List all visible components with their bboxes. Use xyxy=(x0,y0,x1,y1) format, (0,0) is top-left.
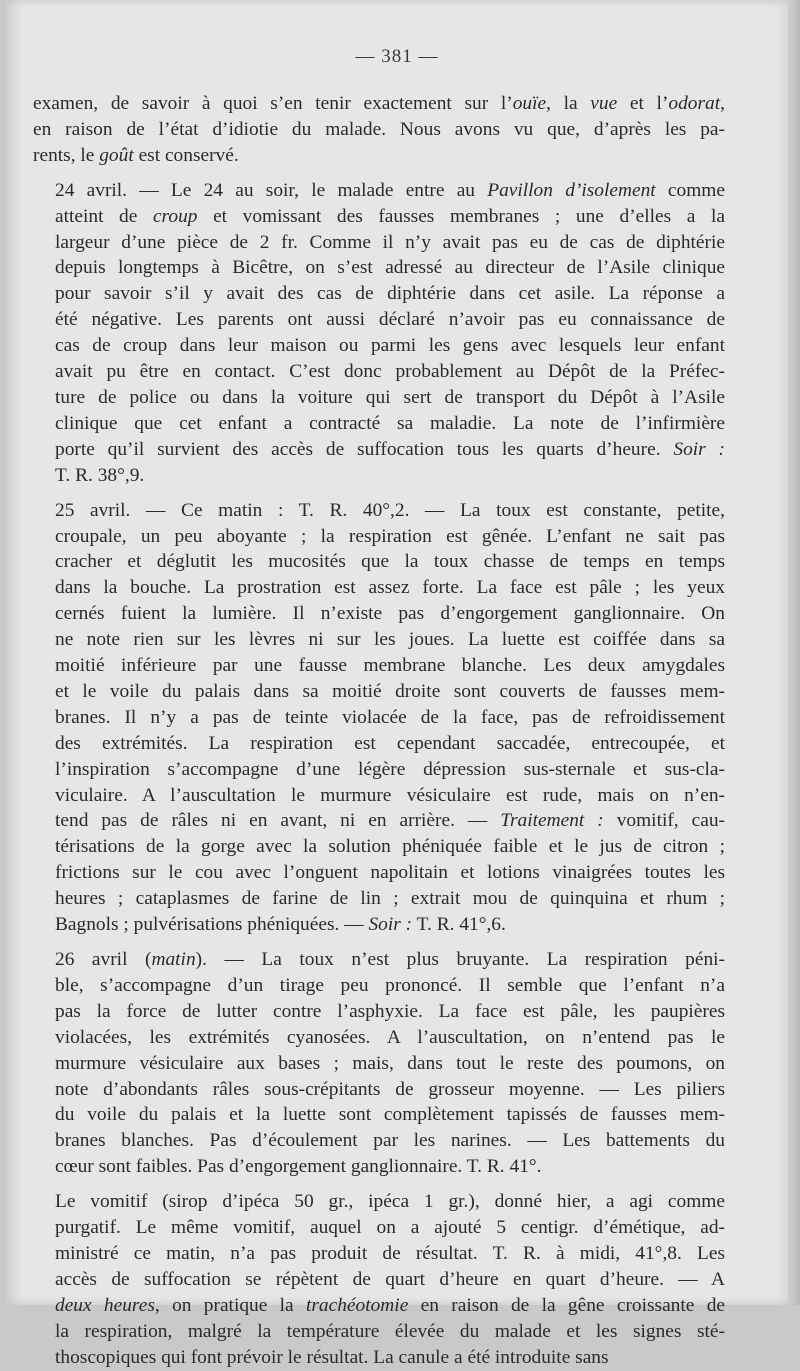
text-line: pour savoir s’il y avait des cas de diphtérie dans cet asile. La réponse a xyxy=(55,283,725,305)
text-line: l’inspiration s’accompagne d’une légère dépression sus-sternale et sus-cla- xyxy=(55,758,725,780)
text-line: moitié inférieure par une fausse membrane blanche. Les deux amygdales xyxy=(55,655,725,677)
text-line: avait pu être en contact. C’est donc probablement au Dépôt de la Préfec- xyxy=(55,361,725,383)
text-line: deux heures, on pratique la trachéotomie en raison de la gêne croissante de xyxy=(55,1294,726,1316)
text-line: pas la force de lutter contre l’asphyxie. La face est pâle, les paupières xyxy=(55,1000,725,1022)
text-line: branes blanches. Pas d’écoulement par les narines. — Les battements du xyxy=(55,1130,725,1152)
text-line: cas de croup dans leur maison ou parmi les gens avec lesquels leur enfant xyxy=(55,335,725,357)
paragraph xyxy=(33,1189,725,1370)
paragraph xyxy=(33,498,725,938)
text-line: croupale, un peu aboyante ; la respiration est gênée. L’enfant ne sait pas xyxy=(55,525,725,547)
text-line: thoscopiques qui font prévoir le résultat. La canule a été introduite sans xyxy=(55,1346,609,1368)
text-line: largeur d’une pièce de 2 fr. Comme il n’y avait pas eu de cas de diphtérie xyxy=(55,231,725,253)
text-line: violacées, les extrémités cyanosées. A l’auscultation, on n’entend pas le xyxy=(55,1026,725,1048)
text-line: ministré ce matin, n’a pas produit de résultat. T. R. à midi, 41°,8. Les xyxy=(55,1242,725,1264)
paragraph xyxy=(33,947,725,1180)
text-line: rents, le goût est conservé. xyxy=(33,144,239,166)
text-line: du voile du palais et la luette sont complètement tapissés de fausses mem- xyxy=(55,1104,725,1126)
text-line: été négative. Les parents ont aussi déclaré n’avoir pas eu connaissance de xyxy=(55,309,725,331)
text-line: examen, de savoir à quoi s’en tenir exactement sur l’ouïe, la vue et l’odorat, xyxy=(33,93,725,114)
text-line: depuis longtemps à Bicêtre, on s’est adressé au directeur de l’Asile clinique xyxy=(55,257,725,279)
text-line: branes. Il n’y a pas de teinte violacée de la face, pas de refroidissement xyxy=(55,706,725,728)
text-line: ble, s’accompagne d’un tirage peu prononcé. Il semble que l’enfant n’a xyxy=(55,974,725,996)
text-line: cernés fuient la lumière. Il n’existe pas d’engorgement ganglionnaire. On xyxy=(55,603,725,625)
paragraph xyxy=(33,91,725,169)
paragraph xyxy=(33,178,725,489)
text-line: 24 avril. — Le 24 au soir, le malade entre au Pavillon d’isolement comme xyxy=(55,179,725,201)
text-line: Bagnols ; pulvérisations phéniquées. — Soir : T. R. 41°,6. xyxy=(55,914,506,936)
text-line: murmure vésiculaire aux bases ; mais, dans tout le reste des poumons, on xyxy=(55,1052,725,1074)
text-line: T. R. 38°,9. xyxy=(55,464,145,486)
text-line: 26 avril (matin). — La toux n’est plus bruyante. La respiration péni- xyxy=(55,949,726,970)
text-line: la respiration, malgré la température élevée du malade et les signes sté- xyxy=(55,1320,725,1342)
text-line: en raison de l’état d’idiotie du malade. Nous avons vu que, d’après les pa- xyxy=(33,118,725,140)
text-line: cracher et déglutit les mucosités que la toux chasse de temps en temps xyxy=(55,551,725,573)
text-line: Le vomitif (sirop d’ipéca 50 gr., ipéca 1 gr.), donné hier, a agi comme xyxy=(55,1191,725,1213)
text-line: atteint de croup et vomissant des fausses membranes ; une d’elles a la xyxy=(55,205,725,227)
text-line: ture de police ou dans la voiture qui sert de transport du Dépôt à l’Asile xyxy=(55,386,725,408)
text-line: cœur sont faibles. Pas d’engorgement ganglionnaire. T. R. 41°. xyxy=(55,1156,542,1178)
book-page xyxy=(6,0,788,1368)
scan-edge xyxy=(788,0,800,1305)
text-line: clinique que cet enfant a contracté sa maladie. La note de l’infirmière xyxy=(55,412,725,434)
text-line: frictions sur le cou avec l’onguent napolitain et lotions vinaigrées toutes les xyxy=(55,862,725,884)
text-line: purgatif. Le même vomitif, auquel on a ajouté 5 centigr. d’émétique, ad- xyxy=(55,1217,725,1239)
text-line: note d’abondants râles sous-crépitants de grosseur moyenne. — Les piliers xyxy=(55,1078,725,1100)
text-line: des extrémités. La respiration est cependant saccadée, entrecoupée, et xyxy=(55,732,725,754)
text-line: accès de suffocation se répètent de quart d’heure en quart d’heure. — A xyxy=(55,1268,725,1290)
text-line: térisations de la gorge avec la solution phéniquée faible et le jus de citron ; xyxy=(55,836,725,858)
text-line: dans la bouche. La prostration est assez forte. La face est pâle ; les yeux xyxy=(55,577,725,599)
text-line: ne note rien sur les lèvres ni sur les joues. La luette est coiffée dans sa xyxy=(55,629,725,651)
text-line: 25 avril. — Ce matin : T. R. 40°,2. — La toux est constante, petite, xyxy=(55,499,725,521)
page-body-text xyxy=(33,91,725,1371)
text-line: viculaire. A l’auscultation le murmure vésiculaire est rude, mais on n’en- xyxy=(55,784,725,806)
text-line: et le voile du palais dans sa moitié droite sont couverts de fausses mem- xyxy=(55,680,725,702)
text-line: heures ; cataplasmes de farine de lin ; extrait mou de quinquina et rhum ; xyxy=(55,888,725,910)
text-line: porte qu’il survient des accès de suffocation tous les quarts d’heure. Soir : xyxy=(55,438,725,460)
page-number: — 381 — xyxy=(355,46,439,67)
text-line: tend pas de râles ni en avant, ni en arrière. — Traitement : vomitif, cau- xyxy=(55,810,725,832)
